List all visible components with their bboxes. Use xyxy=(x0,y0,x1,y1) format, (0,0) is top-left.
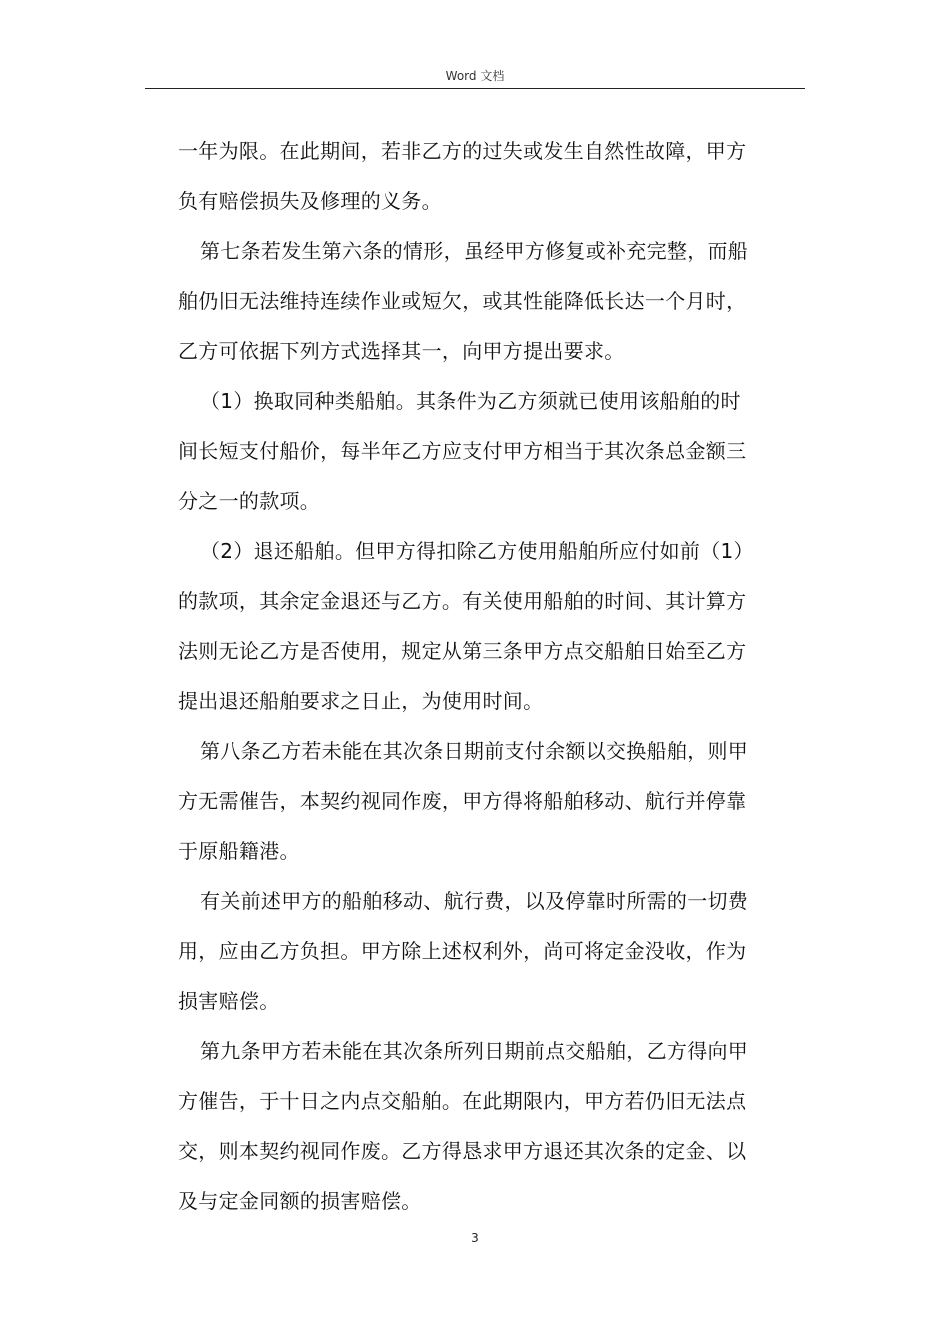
text-line: 法则无论乙方是否使用，规定从第三条甲方点交船舶日始至乙方 xyxy=(178,639,747,663)
text-line: 方催告，于十日之内点交船舶。在此期限内，甲方若仍旧无法点 xyxy=(178,1089,747,1113)
text-line: 一年为限。在此期间，若非乙方的过失或发生自然性故障，甲方 xyxy=(178,139,747,163)
text-line: 分之一的款项。 xyxy=(178,489,321,513)
text-line: 于原船籍港。 xyxy=(178,839,300,863)
header-divider xyxy=(145,88,805,89)
text-line: 提出退还船舶要求之日止，为使用时间。 xyxy=(178,689,544,713)
text-line: 方无需催告，本契约视同作废，甲方得将船舶移动、航行并停靠 xyxy=(178,789,747,813)
text-line: 有关前述甲方的船舶移动、航行费，以及停靠时所需的一切费 xyxy=(200,889,749,913)
page-number: 3 xyxy=(471,1231,479,1245)
text-line: 第八条乙方若未能在其次条日期前支付余额以交换船舶，则甲 xyxy=(200,739,749,763)
text-line: 舶仍旧无法维持连续作业或短欠，或其性能降低长达一个月时， xyxy=(178,289,747,313)
text-line: 间长短支付船价，每半年乙方应支付甲方相当于其次条总金额三 xyxy=(178,439,747,463)
text-line: 及与定金同额的损害赔偿。 xyxy=(178,1189,422,1213)
text-line: 交，则本契约视同作废。乙方得恳求甲方退还其次条的定金、以 xyxy=(178,1139,747,1163)
text-line: 损害赔偿。 xyxy=(178,989,280,1013)
text-line: （2）退还船舶。但甲方得扣除乙方使用船舶所应付如前（1） xyxy=(200,539,754,563)
document-body xyxy=(178,126,802,1226)
text-line: 第七条若发生第六条的情形，虽经甲方修复或补充完整，而船 xyxy=(200,239,749,263)
text-line: 的款项，其余定金退还与乙方。有关使用船舶的时间、其计算方 xyxy=(178,589,747,613)
text-line: （1）换取同种类船舶。其条件为乙方须就已使用该船舶的时 xyxy=(200,389,741,413)
text-line: 用，应由乙方负担。甲方除上述权利外，尚可将定金没收，作为 xyxy=(178,939,747,963)
text-line: 负有赔偿损失及修理的义务。 xyxy=(178,189,442,213)
page-header-title: Word 文档 xyxy=(445,69,505,83)
text-line: 第九条甲方若未能在其次条所列日期前点交船舶，乙方得向甲 xyxy=(200,1039,749,1063)
text-line: 乙方可依据下列方式选择其一，向甲方提出要求。 xyxy=(178,339,625,363)
